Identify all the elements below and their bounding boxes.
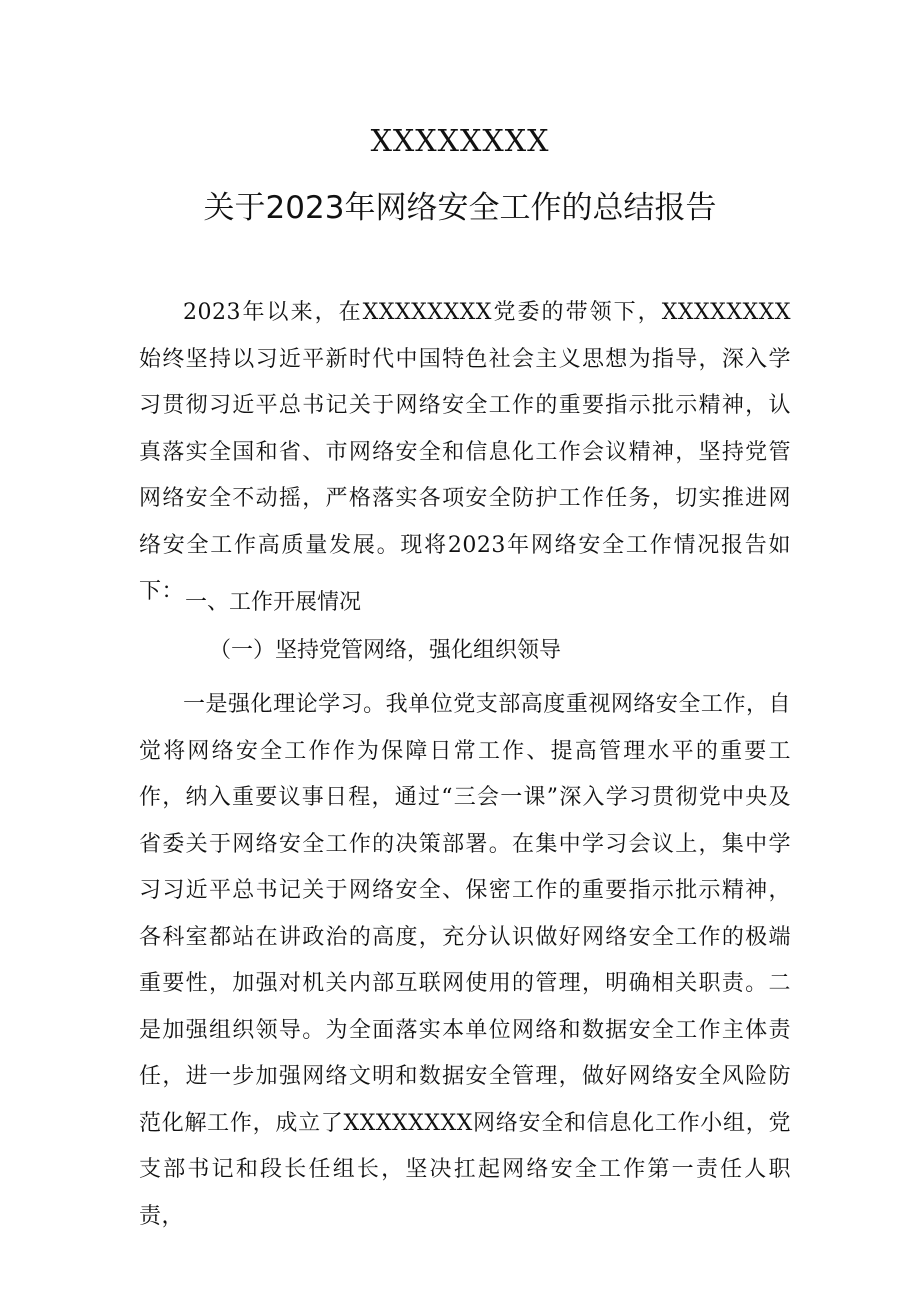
org-name: XXXXXXXX (370, 124, 550, 159)
intro-section (139, 290, 791, 616)
section-heading: 一、工作开展情况 (185, 590, 362, 615)
subsection-body (139, 682, 791, 1240)
document-title: 关于2023年网络安全工作的总结报告 (203, 190, 717, 226)
subsection-heading: （一）坚持党管网络，强化组织领导 (209, 638, 562, 663)
subsection-paragraph: 一是强化理论学习。我单位党支部高度重视网络安全工作，自觉将网络安全工作作为保障日常工作、提高管理水平的重要工作，纳入重要议事日程，通过“三会一课”深入学习贯彻党中央及省委关于网络安全工作的决策部署。在集中学习会议上，集中学习习近平总书记关于网络安全、保密工作的重要指示批示精神，各科室都站在讲政治的高度，充分认识做好网络安全工作的极端重要性，加强对机关内部互联网使用的管理，明确相关职责。二是加强组织领导。为全面落实本单位网络和数据安全工作主体责任，进一步加强网络文明和数据安全管理，做好网络安全风险防范化解工作，成立了XXXXXXXX网络安全和信息化工作小组，党支部书记和段长任组长，坚决扛起网络安全工作第一责任人职责， (139, 692, 791, 1229)
intro-paragraph: 2023年以来，在XXXXXXXX党委的带领下，XXXXXXXX始终坚持以习近平新时代中国特色社会主义思想为指导，深入学习贯彻习近平总书记关于网络安全工作的重要指示批示精神，认真落实全国和省、市网络安全和信息化工作会议精神，坚持党管网络安全不动摇，严格落实各项安全防护工作任务，切实推进网络安全工作高质量发展。现将2023年网络安全工作情况报告如下： (139, 300, 791, 604)
